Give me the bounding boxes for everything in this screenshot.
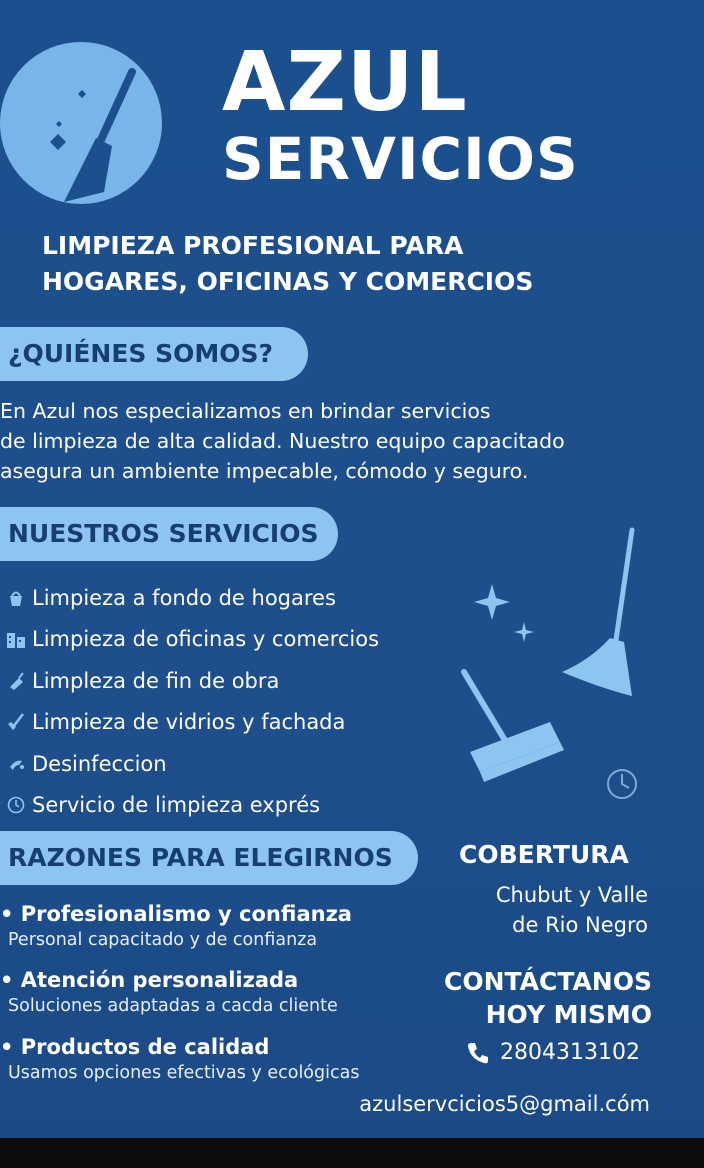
email-address[interactable]: azulservcicios5@gmail.cóm [359,1092,650,1116]
coverage-title: COBERTURA [459,840,629,869]
reason-desc: Soluciones adaptadas a cacda cliente [8,996,338,1016]
reason-title: • Atención personalizada [0,968,299,992]
coverage-text [496,880,648,940]
about-heading: ¿QUIÉNES SOMOS? [0,327,308,381]
contact-line-1: CONTÁCTANOS [444,967,652,996]
reason-item [0,900,430,952]
reason-title: • Productos de calidad [0,1035,270,1059]
services-heading: NUESTROS SERVICIOS [0,507,338,561]
mop-icon [562,530,632,696]
clock-small-icon [608,770,636,798]
service-label: Limpieza de vidrios y fachada [32,710,346,735]
brand-subtitle: SERVICIOS [222,125,579,193]
services-list [0,577,379,826]
clock-icon [0,796,32,814]
service-label: Desinfeccion [32,751,167,776]
reasons-heading: RAZONES PARA ELEGIRNOS [0,831,418,885]
sparkle-icon [474,584,534,642]
about-line-3: asegura un ambiente impecable, cómodo y seguro. [0,459,529,483]
service-item [0,577,379,619]
squeegee-icon [0,713,32,731]
service-item [0,660,379,702]
brand-title: AZUL [222,35,468,130]
tagline [42,228,533,300]
contact-line-2: HOY MISMO [485,1000,652,1029]
squeegee-large-icon [464,672,564,782]
broom-logo-icon [0,42,162,204]
tagline-line-1: LIMPIEZA PROFESIONAL PARA [42,231,464,260]
about-line-1: En Azul nos especializamos en brindar servicios [0,399,491,423]
cleaning-tools-illustration [440,520,704,820]
reason-item [0,1033,430,1085]
service-item [0,619,379,661]
bottom-bar [0,1138,704,1168]
about-line-2: de limpieza de alta calidad. Nuestro equipo capacitado [0,429,565,453]
reason-desc: Usamos opciones efectivas y ecológicas [8,1063,360,1083]
service-label: Servicio de limpieza exprés [32,793,321,818]
reason-title: • Profesionalismo y confianza [0,902,352,926]
phone-number[interactable] [466,1040,640,1065]
about-text [0,396,565,486]
contact-title [444,965,652,1031]
logo [0,42,162,204]
service-label: Limpieza a fondo de hogares [32,585,336,610]
phone-text: 2804313102 [500,1040,640,1065]
coverage-line-1: Chubut y Valle [495,883,648,907]
service-item [0,743,379,785]
service-label: Limpieza de oficinas y comercios [32,627,380,652]
coverage-line-2: de Rio Negro [512,913,648,937]
phone-icon [466,1041,490,1065]
building-icon [0,630,32,648]
spray-icon [0,755,32,773]
service-item [0,702,379,744]
bucket-icon [0,589,32,607]
reason-item [0,966,430,1018]
service-label: Limpleza de fin de obra [32,668,280,693]
reason-desc: Personal capacitado y de confianza [8,930,318,950]
tagline-line-2: HOGARES, OFICINAS Y COMERCIOS [42,267,534,296]
trowel-icon [0,672,32,690]
service-item [0,785,379,827]
